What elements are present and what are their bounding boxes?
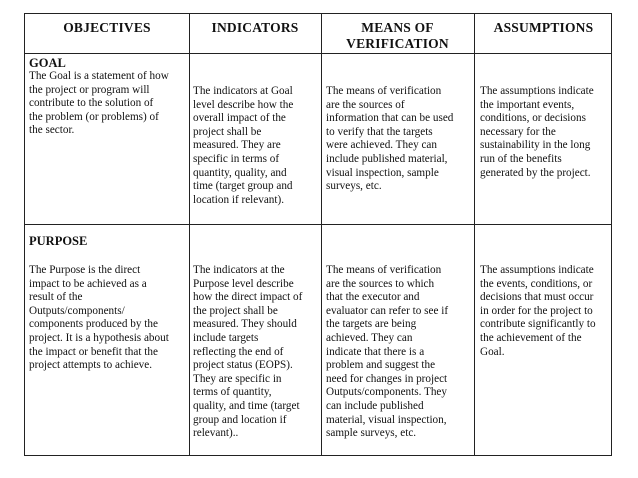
header-means-of-verification: MEANS OF VERIFICATION (346, 20, 449, 51)
row-label-purpose: PURPOSE (29, 234, 88, 248)
purpose-verification-text: The means of verification are the sources to which that the executor and evaluator can refer to see if the targets are being achieved. They can indicate that there is a problem and suggest the need for changes in project Outputs/components. They can include published material, visual inspection, sample surveys, etc. (326, 264, 449, 440)
goal-objective-text: The Goal is a statement of how the project or program will contribute to the solution of the problem (or problems) of the sector. (29, 70, 169, 137)
logframe-table (24, 13, 612, 456)
header-assumptions: ASSUMPTIONS (493, 20, 594, 35)
column-divider (474, 14, 475, 455)
column-divider (189, 14, 190, 455)
header-indicators: INDICATORS (211, 20, 299, 35)
purpose-assumptions-text: The assumptions indicate the events, conditions, or decisions that must occur in order for the project to contribute significantly to the achievement of the Goal. (480, 264, 596, 358)
goal-indicators-text: The indicators at Goal level describe how the overall impact of the project shall be measured. They are specific in terms of quantity, quality, and time (target group and location if relevant). (193, 85, 294, 206)
purpose-objective-text: The Purpose is the direct impact to be achieved as a result of the Outputs/components/ components produced by the project. It is a hypothesis about the impact or benefit that the project attempts to achieve. (29, 264, 169, 372)
header-objectives: OBJECTIVES (63, 20, 151, 35)
purpose-indicators-text: The indicators at the Purpose level describe how the direct impact of the project shall be measured. They should include targets reflecting the end of project status (EOPS). They are specific in terms of quantity, quality, and time (target group and location if relevant).. (193, 264, 303, 440)
column-divider (321, 14, 322, 455)
goal-assumptions-text: The assumptions indicate the important events, conditions, or decisions necessary for the sustainability in the long run of the benefits generated by the project. (480, 85, 594, 179)
row-label-goal: GOAL (29, 56, 66, 70)
row-divider (25, 53, 611, 54)
row-divider (25, 224, 611, 225)
goal-verification-text: The means of verification are the sources of information that can be used to verify that the targets were achieved. They can include published material, visual inspection, sample surveys, etc. (326, 85, 454, 193)
